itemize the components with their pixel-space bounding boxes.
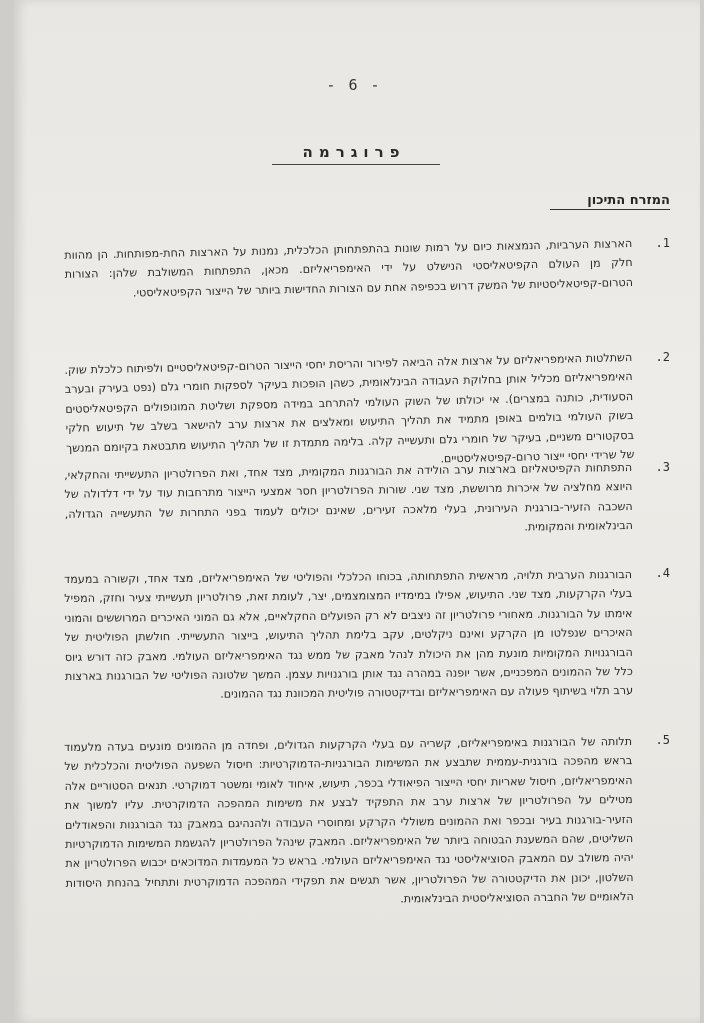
document-page <box>14 0 700 1023</box>
paragraph-number: .4 <box>655 566 670 580</box>
paragraph-text: הבורגנות הערבית תלויה, מראשית התפתחותה, בכוחו הכלכלי והפוליטי של האימפריאליזם, מצד אחד, וקשורה במעמד בעלי הקרקעות, מצד שני. התיעוש, אפילו במימדיו המצומצמים, יצר, לעומת זאת, פרולטריון תעשייתי צעיר וחזק, המפיל אימתו על הבורגנות. מאחורי פרולטריון זה ניצבים לא רק הפועלים החקלאיים, אלא גם המוני האיכרים המרוששים והמוני האיכרים שנפלטו מן הקרקע ואינם ניקלטים, עקב בלימת תהליך התיעוש, בייצור התעשייתי. חולשתן הפוליטית של הבורגנויות המקומיות מונעת מהן את היכולת לנהל מאבק של ממש נגד האימפריאליזם העולמי. מאבק כזה דורש גיוס כלל של ההמונים המפכניים, אשר יופנה במהרה נגד אותן בורגנויות עצמן. המשך שלטונה הפוליטי של הבורגנות בארצות ערב תלוי בשיתוף פעולה עם האימפריאליזם ובדיקטטורה פוליטית המכוונת נגד ההמונים. <box>64 567 634 702</box>
page-number: - 6 - <box>326 76 382 94</box>
paragraph-text: התפתחות הקפיטאליזם בארצות ערב הולידה את הבורגנות המקומית, מצד אחד, ואת הפרולטריון התעשייתי והחקלאי, היוצא מחלציה של איכרות מרוששת, מצד שני. שורות הפרולטריון חסר אמצעי הייצור מתרחבות עוד על ידי דלדולה של השכבה הזעיר-בורגנית העירונית, בעלי מלאכה זעירים, שאינם יכולים לעמוד בפני התחרות של התעשייה הגדולה, הבינלאומית והמקומית. <box>64 460 634 534</box>
paragraph-number: .2 <box>655 350 670 364</box>
section-heading: המזרח התיכון <box>550 193 670 210</box>
paragraph-text: הארצות הערביות, הנמצאות כיום על רמות שונות בהתפתחותן הכלכלית, נמנות על הארצות החת-מפותחות. הן מהוות חלק מן העולם הקפיטאליסטי הנישלט על ידי האימפריאליזם. מכאן, התפתחות המשולבת שלהן: הצורות הטרום-קפיטאליסטיות של המשק דרוש בכפיפה אחת עם הצורות החדישות ביותר של הייצור הקפיטאליסטי. <box>64 236 634 300</box>
document-title: פרוגרמה <box>302 143 406 161</box>
paragraph-number: .5 <box>655 733 670 747</box>
title-underline <box>272 164 440 165</box>
paragraph-number: .1 <box>655 236 670 250</box>
paragraph-text: השתלטות האימפריאליזם על ארצות אלה הביאה לפירור והריסת יחסי הייצור הטרום-קפיטאליסטיים ולפיתוח כלכלת שוק. האימפריאליזם מכליל אותן בחלוקת העבודה הבינלאומית, כשהן הופכות בעיקר לספקות חומרי גלם (נפט בעירק ובערב הסעודית, כותנה במצרים). אי יכולתו של השוק העולמי להתרחב במידה מספקת ושליטת המונופולים הקפיטאליסטים בשוק העולמי בולמים באופן מתמיד את תהליך התיעוש ומאלצים את ארצות ערב להישאר בשלב של תיעוש חלקי בסקטורים משניים, בעיקר של חומרי גלם ותעשייה קלה. בלימה מתמדת זו של תהליך התיעוש מתבטאת בקיומם המנשך של שרידי יחסי ייצור טרום-קפיטאליסטיים. <box>64 350 635 466</box>
paragraph-text: תלותה של הבורגנות באימפריאליזם, קשריה עם בעלי הקרקעות הגדולים, ופחדה מן ההמונים מונעים בעדה מלעמוד בראש מהפכה בורגנית-עממית שתבצע את המשימות הבורגניות-הדמוקרטיות: חיסול השפעה הפוליטית והכלכלית של האימפריאליזם, חיסול שאריות יחסי הייצור הפיאודלי בכפר, תיעוש, איחוד לאומי ומשטר דמוקרטי. תנאים הסטוריים אלה מטילים על הפרולטריון של ארצות ערב את התפקיד לבצע את משימות המהפכה הדמוקרטית. עליו למשוך את הזעיר-בורגנות בעיר ובכפר ואת ההמונים משוללי הקרקע ומחוסרי העבודה ולהנהיגם במאבק נגד הבורגנות והפאודלים השליטים, שהם המשענת הבטוחה ביותר של האימפריאליזם. המאבק שינהל הפרולטריון להגשמת המשימות הדמוקרטיות יהיה משולב עם המאבק הסוציאליסטי נגד האימפריאליזם העולמי. בראש כל המעמדות המדוכאים יכבוש הפרולטריון את השלטון, יכונן את הדיקטטורה של הפרולטריון, אשר תגשים את תפקידי המהפכה הדמוקרטית ותתחיל בהנחת היסודות הלאומיים של החברה הסוציאליסטית הבינלאומית. <box>64 734 634 906</box>
paragraph-number: .3 <box>655 460 670 474</box>
